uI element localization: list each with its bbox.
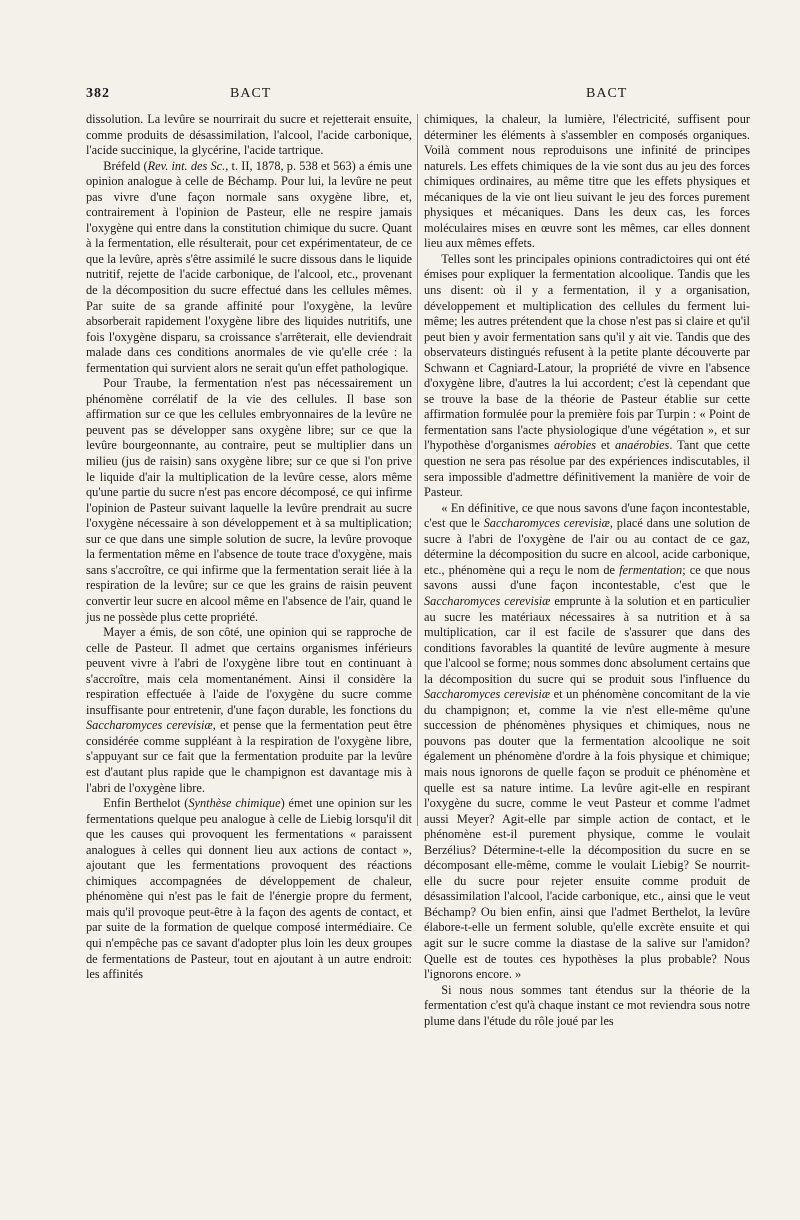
italic-text: Synthèse chimique	[188, 796, 281, 811]
paragraph	[86, 376, 412, 625]
text-run: , t. II, 1878, p. 538 et 563) a émis une opinion analogue à celle de Béchamp. Pour lui, la levûre ne peut pas vivre d'une façon normale sans oxygène libre, et, contrairement à l'opinion de Pasteur, elle ne respire jamais l'oxygène qui entre dans la constitution chimique du sucre. Quant à la fermentation, elle résulterait, pour cet expérimentateur, de ce que la levûre, après s'être assimilé le sucre dissous dans le liquide nutritif, rejette de l'acide carbonique, de l'alcool, etc., provenant de la décomposition du sucre effectué dans les cellules mêmes. Par suite de sa grande affinité pour l'oxygène, la levûre absorberait rapidement l'oxygène libre des liquides nutritifs, une fois l'oxygène disparu, sa croissance s'arrêterait, elle deviendrait malade dans ces conditions anormales de vie qu'elle crée : la fermentation qui survient alors ne serait qu'un effet pathologique.	[86, 158, 412, 375]
paragraph	[424, 112, 750, 252]
paragraph	[86, 796, 412, 983]
text-run: Si nous nous sommes tant étendus sur la théorie de la fermentation c'est qu'à chaque instant ce mot reviendra sous notre plume dans l'étude du rôle joué par les	[424, 982, 750, 1028]
text-run: , placé dans une solution de sucre à l'abri de l'oxygène de l'air ou au contact de ce gaz, détermine la décomposition du sucre en alcool, acide carbonique, etc., phénomène qui a reçu le nom de	[424, 516, 751, 577]
italic-text: Saccharomyces cerevisiæ	[424, 593, 551, 608]
paragraph	[424, 501, 750, 983]
page-header	[0, 86, 800, 106]
running-head-right: BACT	[586, 86, 628, 101]
text-run: « En définitive, ce que nous savons d'une façon incontestable, c'est que le	[424, 500, 750, 531]
text-run: . Tant que cette question ne sera pas résolue par des expériences indiscutables, il sera impossible d'admettre définitivement la manière de voir de Pasteur.	[424, 438, 750, 500]
text-run: Enfin Berthelot (	[103, 796, 189, 811]
text-run: emprunte à la solution et en particulier au sucre les matériaux nécessaires à sa nutrition et à sa multiplication, car il est facile de s'assurer que dans des conditions favorables la quantité de levûre augmente à mesure que l'alcool se forme; nous sommes donc absolument certains que la décomposition du sucre qui se produit sous l'influence du	[424, 593, 750, 686]
running-head-left: BACT	[230, 86, 272, 101]
text-run: Pour Traube, la fermentation n'est pas nécessairement un phénomène corrélatif de la vie des cellules. Il base son affirmation sur ce que les cellules embryonnaires de la levûre ne peuvent pas se développer sans oxygène libre; sur ce que la levûre bourgeonnante, au contraire, peut se multiplier dans un milieu (jus de raisin) sans oxygène libre; sur ce que si l'on prive le liquide d'air la multiplication de la levûre cesse, alors même qu'une partie du sucre n'est pas encore décomposé, ce qui infirme l'opinion de Pasteur suivant laquelle la levûre prendrait au sucre l'oxygène nécessaire à son développement et à sa multiplication; sur ce que dans une simple solution de sucre, la levûre provoque la fermentation même en l'absence de toute trace d'oxygène, mais sans s'accroître, ce qui infirme que la fermentation serait liée à la respiration de la levûre; sur ce que les grains de raisin peuvent convertir leur sucre en alcool même en l'absence de l'air, quand le jus ne possède plus cette propriété.	[86, 376, 412, 624]
text-run: chimiques, la chaleur, la lumière, l'électricité, suffisent pour déterminer les éléments à s'assembler en composés organiques. Voilà comment nous reproduisons une infinité de principes naturels. Les effets chimiques de la vie sont dus au jeu des forces chimiques ordinaires, au même titre que les effets physiques et mécaniques de la vie ont lieu suivant le jeu des forces purement physiques et mécaniques. Dans les deux cas, les forces moléculaires mises en œuvre sont les mêmes, car elles donnent lieu aux mêmes effets.	[424, 112, 750, 251]
text-run: ) émet une opinion sur les fermentations quelque peu analogue à celle de Liebig lorsqu'il dit que les causes qui provoquent les fermentations « paraissent analogues à celles qui donnent lieu aux actions de contact », ajoutant que les fermentations provoquent des réactions chimiques accompagnées de développement de chaleur, phénomène qui n'est pas le fait de l'énergie propre du ferment, mais qu'il provoque peut-être à la façon des agents de contact, et par suite de la formation de quelque composé intermédiaire. Ce qui n'empêche pas ce savant d'adopter plus loin les deux groupes de fermentations de Pasteur, tout en ajoutant à un autre endroit: les affinités	[86, 796, 412, 982]
text-run: ; ce que nous savons aussi d'une façon incontestable, c'est que le	[424, 562, 750, 593]
text-run: Mayer a émis, de son côté, une opinion qui se rapproche de celle de Pasteur. Il admet que certains organismes inférieurs peuvent vivre à l'abri de l'oxygène libre tout en continuant à s'accroître, mais cela momentanément. Ainsi il considère la respiration effectuée à l'aide de l'oxygène du sucre comme insuffisante pour entretenir, d'une façon durable, les fonctions du	[86, 625, 412, 717]
text-run: et	[596, 438, 615, 453]
italic-text: fermentation	[619, 562, 683, 577]
italic-text: Saccharomyces cerevisiæ	[483, 516, 610, 531]
column-divider	[417, 114, 418, 826]
text-run: Telles sont les principales opinions contradictoires qui ont été émises pour expliquer la fermentation alcoolique. Tandis que les uns disent: où il y a fermentation, il y a organisation, développement et multiplication des cellules du ferment lui-même; les autres prétendent que la chose n'est pas si claire et qu'il peut bien y avoir fermentation sans qu'il y ait vie. Tandis que des observateurs distingués refusent à la petite plante découverte par Schwann et Cagniard-Latour, la propriété de vivre en l'absence d'oxygène libre, d'autres la lui accordent; c'est là cependant que se trouve la base de la théorie de Pasteur établie sur cette affirmation formulée pour la première fois par Turpin : « Point de fermentation sans l'acte physiologique d'une végétation », et sur l'hypothèse d'organismes	[424, 251, 750, 453]
italic-text: aérobies	[554, 438, 597, 453]
paragraph	[424, 252, 750, 501]
italic-text: Saccharomyces cerevisiæ	[86, 718, 213, 733]
italic-text: anaérobies	[614, 438, 670, 453]
page-number: 382	[86, 86, 110, 101]
paragraph	[86, 625, 412, 796]
text-run: Bréfeld (	[103, 158, 148, 173]
italic-text: Rev. int. des Sc.	[147, 158, 226, 173]
paragraph	[86, 159, 412, 377]
italic-text: Saccharomyces cerevisiæ	[424, 687, 551, 702]
right-column	[424, 112, 750, 1029]
text-run: , et pense que la fermentation peut être considérée comme suppléant à la respiration de l'oxygène libre, s'appuyant sur ce fait que la fermentation produite par la levûre est d'autant plus rapide que le champignon est davantage mis à l'abri de l'oxygène libre.	[86, 718, 413, 795]
paragraph	[86, 112, 412, 159]
text-run: et un phénomène concomitant de la vie du champignon; et, comme la vie n'est elle-même qu'une succession de phénomènes physiques et chimiques, nous ne pouvons pas douter que la fermentation alcoolique ne soit également un phénomène d'ordre à la fois physique et chimique; mais nous ignorons de quelle façon se produit ce phénomène et quelle est sa nature intime. La levûre agit-elle en respirant l'oxygène du sucre, comme le veut Pasteur et comme l'admet aussi Meyer? Agit-elle par simple action de contact, et le phénomène est-il purement physique, comme le voulait Berzélius? Détermine-t-elle la décomposition du sucre en se décomposant elle-même, comme le voulait Liebig? Se nourrit-elle du sucre pour rejeter ensuite comme produit de désassimilation l'alcool, l'acide carbonique, etc., ainsi que le veut Béchamp? Ou bien enfin, ainsi que l'admet Berthelot, la levûre élabore-t-elle un ferment soluble, qu'elle excrète ensuite et qui agit sur le sucre comme la diastase de la salive sur l'amidon? Quelle est de toutes ces hypothèses la plus probable? Nous l'ignorons encore. »	[424, 687, 751, 982]
text-run: dissolution. La levûre se nourrirait du sucre et rejetterait ensuite, comme produits de désassimilation, l'alcool, l'acide carbonique, l'acide succinique, la glycérine, l'acide tartrique.	[86, 112, 412, 158]
left-column	[86, 112, 412, 983]
paragraph	[424, 983, 750, 1030]
